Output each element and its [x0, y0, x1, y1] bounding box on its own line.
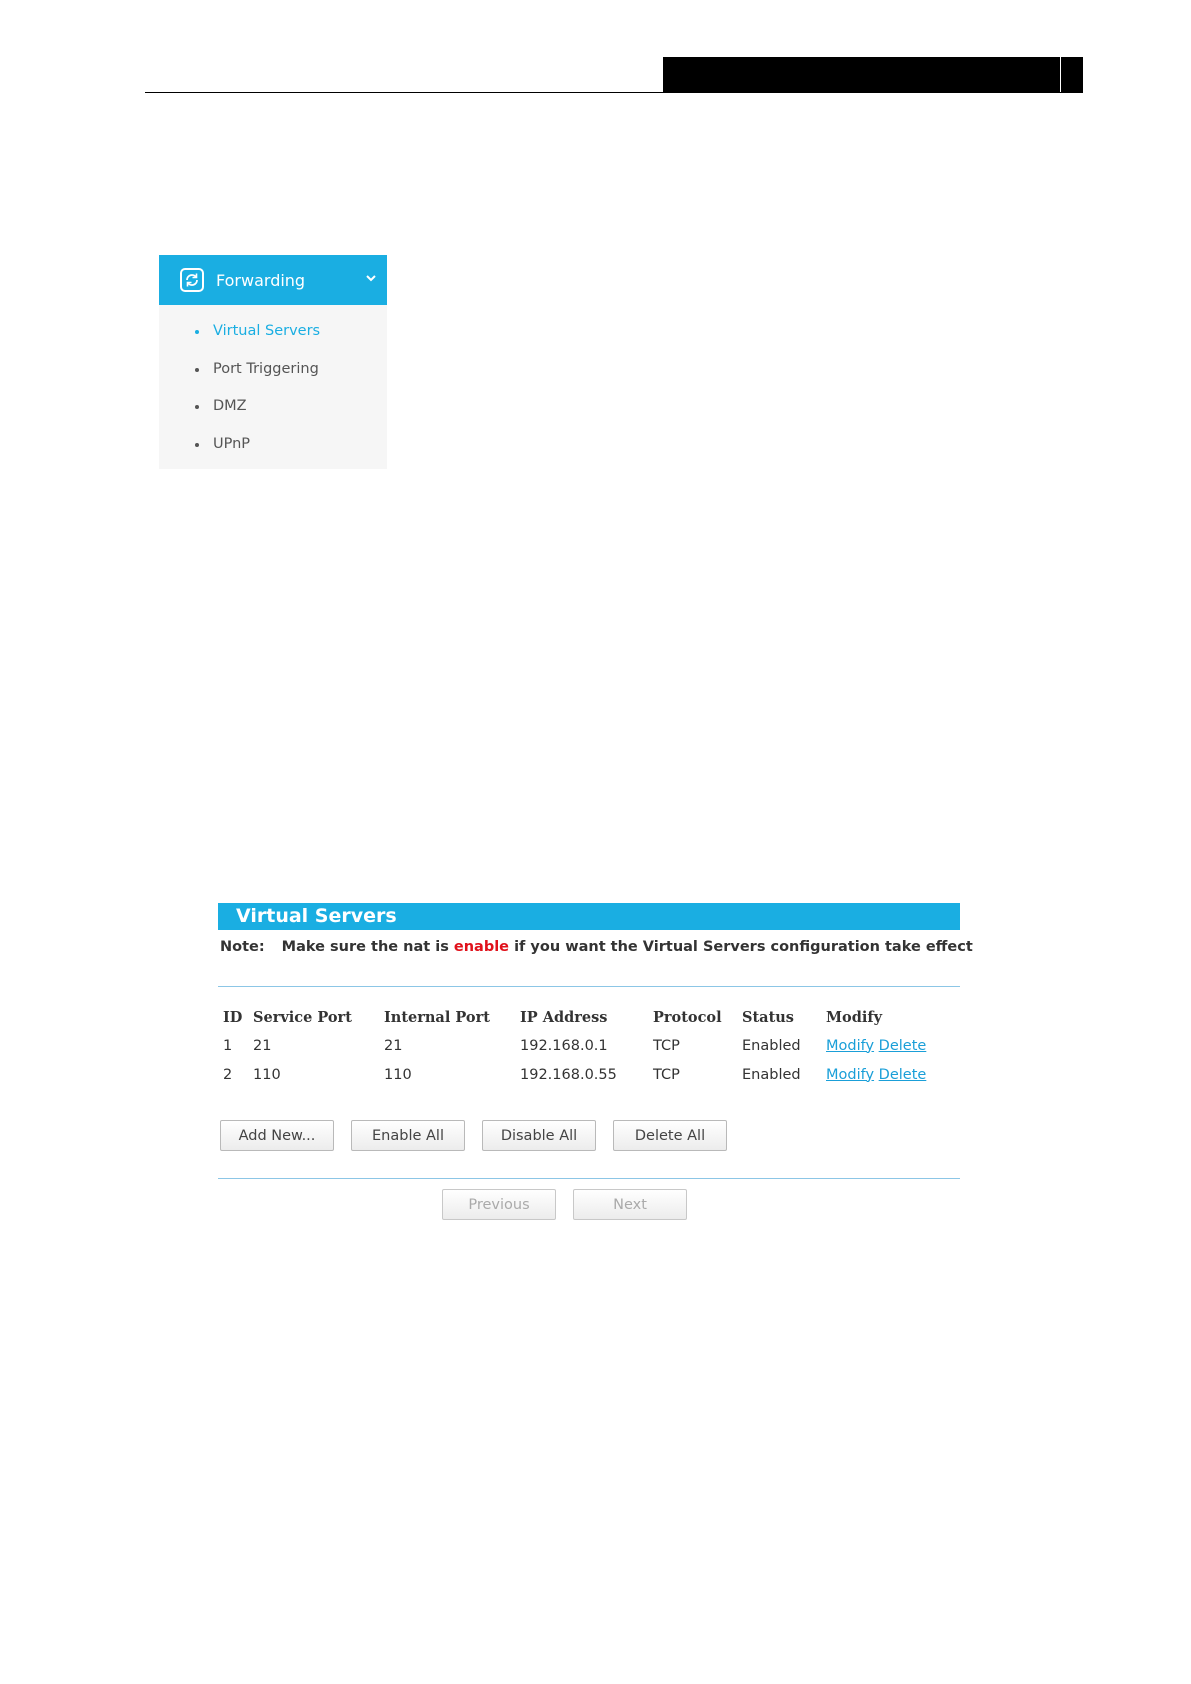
table-header-row: [218, 1003, 936, 1031]
cell-status: Enabled: [742, 1066, 801, 1083]
sidebar-item-port-triggering[interactable]: [159, 351, 387, 389]
sidebar-item-upnp[interactable]: [159, 426, 387, 464]
divider: [218, 1178, 960, 1179]
table-row: [218, 1060, 936, 1089]
cell-ip-address: 192.168.0.55: [520, 1066, 617, 1083]
note-text-after: if you want the Virtual Servers configuration take effect: [509, 939, 973, 955]
virtual-servers-panel: [218, 903, 973, 1220]
sidebar-menu: [159, 255, 387, 469]
virtual-servers-table: [218, 1003, 936, 1089]
cell-service-port: 110: [253, 1066, 281, 1083]
pagination: [218, 1189, 960, 1220]
next-button[interactable]: Next: [573, 1189, 687, 1220]
nat-note: [218, 939, 973, 955]
col-status: Status: [742, 1008, 794, 1026]
delete-all-button[interactable]: Delete All: [613, 1120, 727, 1151]
previous-button[interactable]: Previous: [442, 1189, 556, 1220]
sidebar-item-label: DMZ: [213, 398, 247, 414]
add-new-button[interactable]: Add New...: [220, 1120, 334, 1151]
modify-link[interactable]: Modify: [826, 1066, 875, 1083]
sidebar-item-dmz[interactable]: [159, 388, 387, 426]
cell-id: 2: [223, 1066, 233, 1083]
col-service-port: Service Port: [253, 1008, 352, 1026]
col-internal-port: Internal Port: [384, 1008, 490, 1026]
modify-link[interactable]: Modify: [826, 1037, 875, 1054]
sidebar-menu-list: [159, 305, 387, 463]
col-ip-address: IP Address: [520, 1008, 608, 1026]
forwarding-icon: [180, 268, 204, 292]
panel-title: Virtual Servers: [218, 903, 960, 930]
delete-link[interactable]: Delete: [878, 1037, 927, 1054]
sidebar-item-virtual-servers[interactable]: [159, 313, 387, 351]
cell-internal-port: 21: [384, 1037, 403, 1054]
sidebar-title: Forwarding: [216, 270, 306, 290]
cell-status: Enabled: [742, 1037, 801, 1054]
delete-link[interactable]: Delete: [878, 1066, 927, 1083]
chevron-down-icon[interactable]: [363, 270, 379, 286]
sidebar-item-label: Port Triggering: [213, 360, 319, 377]
col-modify: Modify: [826, 1008, 883, 1026]
enable-all-button[interactable]: Enable All: [351, 1120, 465, 1151]
action-buttons: [218, 1120, 960, 1151]
cell-actions: [826, 1060, 936, 1089]
cell-id: 1: [223, 1037, 233, 1054]
cell-service-port: 21: [253, 1037, 272, 1054]
sidebar-item-label: UPnP: [213, 435, 251, 452]
header-bar: [663, 57, 1060, 93]
note-highlight: enable: [453, 939, 510, 955]
sidebar-header-forwarding[interactable]: [159, 255, 387, 305]
note-label: Note:: [220, 939, 265, 955]
col-protocol: Protocol: [653, 1008, 722, 1026]
cell-protocol: TCP: [653, 1066, 680, 1083]
note-text-before: Make sure the nat is: [281, 939, 454, 955]
cell-protocol: TCP: [653, 1037, 680, 1054]
disable-all-button[interactable]: Disable All: [482, 1120, 596, 1151]
sidebar-item-label: Virtual Servers: [213, 323, 321, 339]
header-bar-end: [1061, 57, 1083, 93]
cell-ip-address: 192.168.0.1: [520, 1037, 608, 1054]
table-row: [218, 1031, 936, 1060]
divider: [218, 986, 960, 987]
cell-internal-port: 110: [384, 1066, 412, 1083]
cell-actions: [826, 1031, 936, 1060]
col-id: ID: [223, 1008, 243, 1026]
